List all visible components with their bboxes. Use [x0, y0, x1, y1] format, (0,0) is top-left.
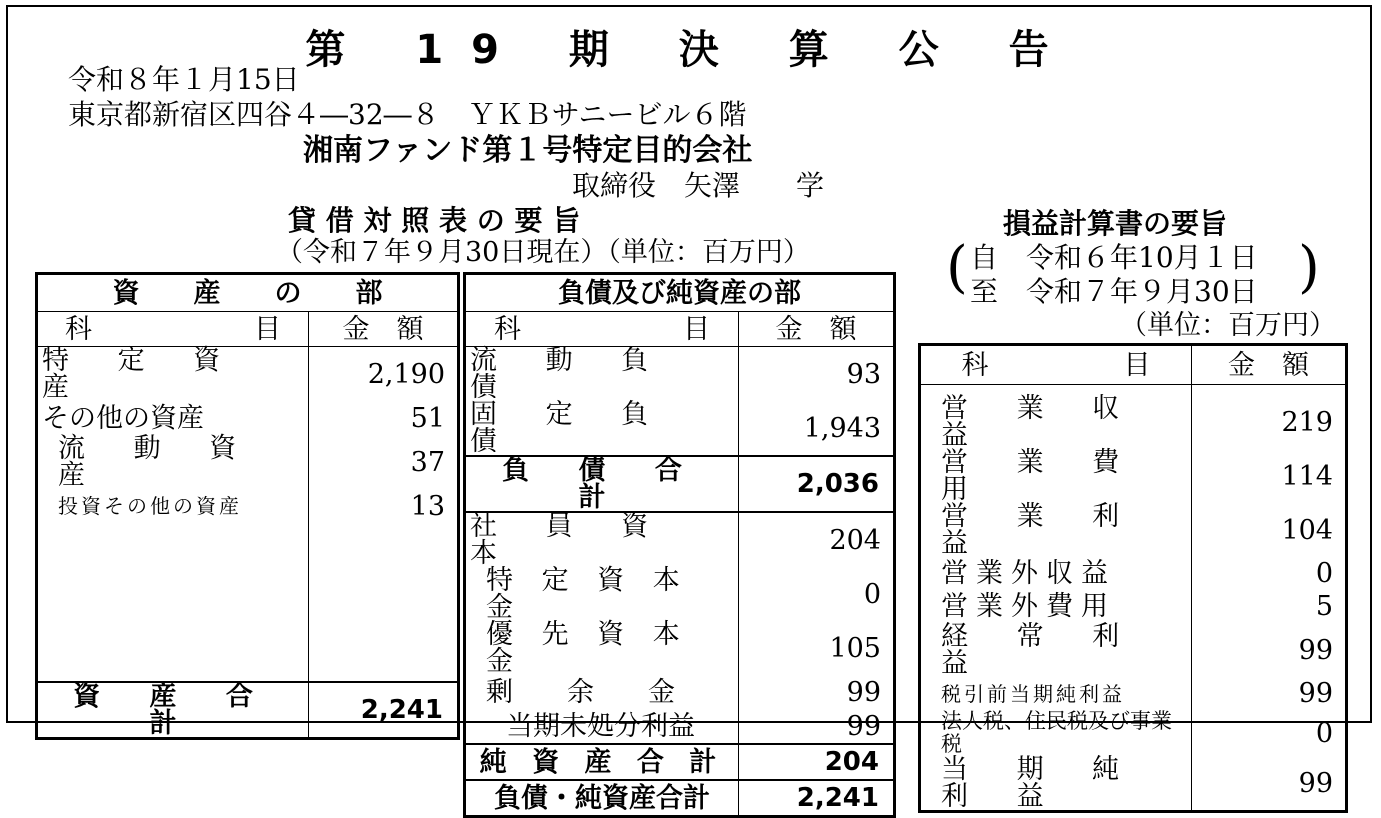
asset-label: 流 動 資 産: [58, 433, 257, 491]
grand-total-label: 負債・純資産合計: [494, 782, 710, 814]
equity-label: 特 定 資 本 金: [486, 565, 690, 623]
liabilities-header: 負債及び純資産の部: [465, 274, 895, 312]
company-address: 東京都新宿区四谷４―32―８ ＹＫＢサニービル６階: [68, 98, 747, 131]
income-unit: （単位：百万円）: [1120, 310, 1336, 341]
representative: 取締役 矢澤 学: [572, 169, 825, 202]
equity-value: 204: [739, 512, 895, 567]
balance-sheet-title: 貸 借 対 照 表 の 要 旨: [288, 204, 581, 237]
income-label: 営業外費用: [941, 591, 1116, 622]
income-value: 104: [1192, 503, 1347, 557]
equity-label: 剰 余 金: [486, 676, 675, 708]
income-label: 経 常 利 益: [941, 621, 1140, 679]
asset-label: 特 定 資 産: [42, 345, 241, 403]
income-label: 営 業 収 益: [941, 393, 1140, 451]
equity-value: 99: [739, 709, 895, 744]
notice-date: 令和８年１月15日: [68, 63, 300, 96]
income-value: 5: [1192, 590, 1347, 623]
period-bracket-open: (: [946, 235, 968, 300]
asset-value: 2,190: [309, 347, 459, 402]
income-label: 当 期 純 利 益: [941, 754, 1140, 813]
assets-total-label: 資 産 合 計: [73, 681, 273, 739]
assets-col-item: 科 目: [37, 312, 309, 347]
assets-total-value: 2,241: [309, 682, 459, 739]
income-label: 営業外収益: [941, 558, 1116, 589]
income-value: 219: [1192, 395, 1347, 449]
period-from: 自 令和６年10月１日: [970, 241, 1258, 274]
equity-value: 99: [739, 675, 895, 709]
equity-total-value: 204: [739, 744, 895, 780]
liability-value: 1,943: [739, 401, 895, 456]
income-statement-title: 損益計算書の要旨: [1003, 207, 1228, 240]
income-label: 法人税、住民税及び事業税: [941, 709, 1172, 757]
equity-total-label: 純 資 産 合 計: [479, 746, 725, 778]
liability-label: 固 定 負 債: [470, 399, 669, 457]
liabilities-table: [463, 272, 896, 818]
income-value: 114: [1192, 449, 1347, 503]
income-value: 0: [1192, 710, 1347, 756]
balance-sheet-subtitle: （令和７年９月30日現在）（単位：百万円）: [276, 237, 810, 268]
liabilities-total-label: 負 債 合 計: [502, 455, 702, 513]
liab-col-amount: 金 額: [739, 312, 895, 347]
equity-label: 社 員 資 本: [470, 511, 669, 569]
liab-col-item: 科 目: [465, 312, 739, 347]
asset-value: 13: [309, 489, 459, 523]
asset-value: 51: [309, 401, 459, 435]
income-label: 営 業 費 用: [941, 447, 1140, 505]
income-table: [918, 343, 1348, 813]
asset-label: その他の資産: [42, 402, 204, 434]
equity-value: 0: [739, 567, 895, 621]
equity-value: 105: [739, 621, 895, 675]
liability-label: 流 動 負 債: [470, 345, 669, 403]
asset-value: 37: [309, 435, 459, 489]
asset-label: 投資その他の資産: [58, 494, 242, 518]
income-value: 0: [1192, 557, 1347, 590]
income-label: 営 業 利 益: [941, 501, 1140, 559]
company-name: 湘南ファンド第１号特定目的会社: [303, 133, 753, 168]
income-label: 税引前当期純利益: [941, 681, 1125, 706]
equity-label: 優 先 資 本 金: [486, 619, 690, 677]
income-value: 99: [1192, 756, 1347, 812]
liability-value: 93: [739, 347, 895, 402]
period-bracket-close: ): [1298, 235, 1320, 300]
income-value: 99: [1192, 623, 1347, 677]
assets-header: 資 産 の 部: [37, 274, 459, 312]
assets-table: [35, 272, 460, 740]
period-to: 至 令和７年９月30日: [970, 275, 1258, 308]
equity-label: 当期未処分利益: [506, 710, 695, 742]
income-col-item: 科 目: [920, 345, 1192, 385]
grand-total-value: 2,241: [739, 780, 895, 817]
income-col-amount: 金 額: [1192, 345, 1347, 385]
income-value: 99: [1192, 677, 1347, 710]
assets-col-amount: 金 額: [309, 312, 459, 347]
notice-title: 第 19 期 決 算 公 告: [305, 27, 1077, 73]
liabilities-total-value: 2,036: [739, 456, 895, 512]
